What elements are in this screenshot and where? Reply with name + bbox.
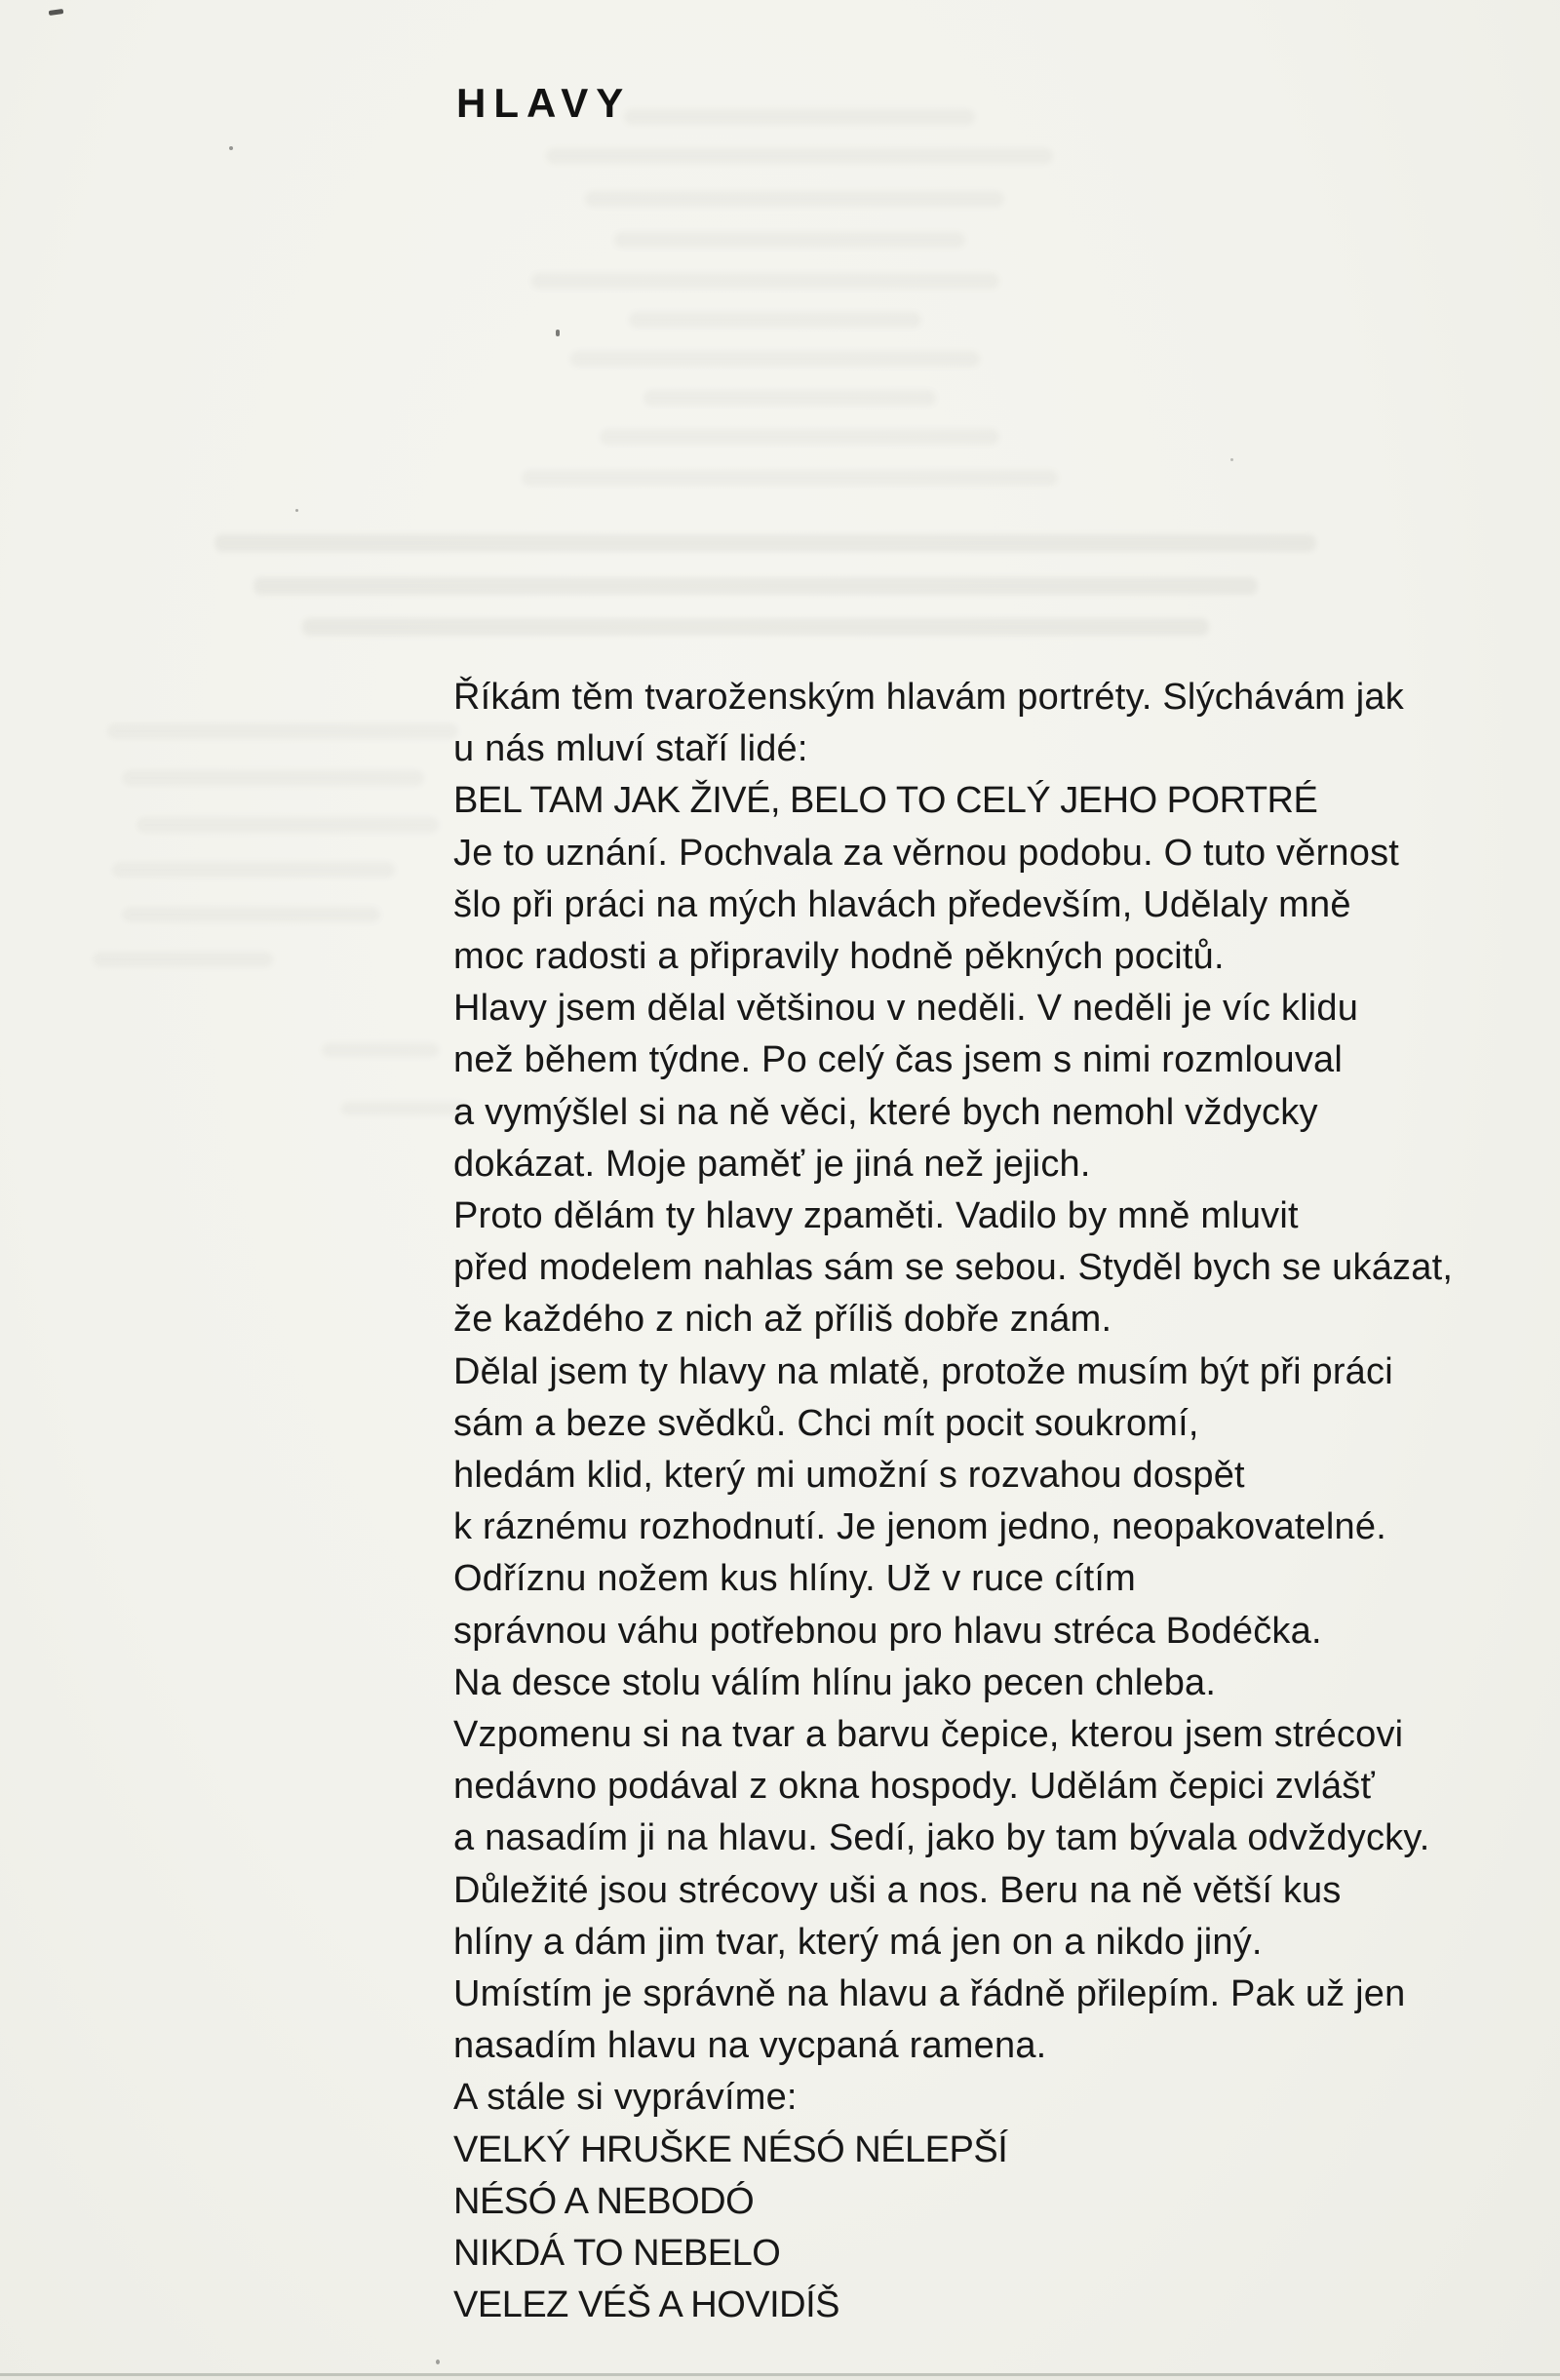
text-line: Říkám těm tvaroženským hlavám portréty. Slýchávám jak bbox=[453, 677, 1404, 718]
bleed-through-line bbox=[624, 109, 975, 125]
bleed-through-line bbox=[107, 723, 458, 739]
bleed-through-line bbox=[136, 817, 439, 833]
bleed-through-line bbox=[614, 232, 965, 248]
bleed-through-line bbox=[302, 618, 1209, 636]
paper-speck bbox=[49, 9, 64, 16]
bleed-through-line bbox=[214, 534, 1316, 552]
bleed-through-line bbox=[644, 390, 936, 406]
text-line: a vymýšlel si na ně věci, které bych nemohl vždycky bbox=[453, 1091, 1318, 1133]
text-line: Umístím je správně na hlavu a řádně přilepím. Pak už jen bbox=[453, 1973, 1406, 2015]
bleed-through-line bbox=[93, 952, 273, 967]
text-line: NIKDÁ TO NEBELO bbox=[453, 2233, 781, 2275]
text-line: VELKÝ HRUŠKE NÉSÓ NÉLEPŠÍ bbox=[453, 2128, 1008, 2170]
text-line: moc radosti a připravily hodně pěkných pocitů. bbox=[453, 936, 1225, 978]
text-line: Proto dělám ty hlavy zpaměti. Vadilo by mně mluvit bbox=[453, 1195, 1299, 1237]
bleed-through-line bbox=[570, 351, 980, 367]
bleed-through-line bbox=[629, 312, 921, 328]
text-line: že každého z nich až příliš dobře znám. bbox=[453, 1299, 1112, 1341]
text-line: NÉSÓ A NEBODÓ bbox=[453, 2180, 755, 2222]
bleed-through-line bbox=[254, 577, 1258, 595]
text-line: A stále si vyprávíme: bbox=[453, 2077, 798, 2119]
text-line: šlo při práci na mých hlavách především, Udělaly mně bbox=[453, 883, 1351, 925]
text-line: hlíny a dám jim tvar, který má jen on a nikdo jiný. bbox=[453, 1921, 1263, 1963]
text-line: Je to uznání. Pochvala za věrnou podobu. O tuto věrnost bbox=[453, 832, 1400, 874]
paper-speck bbox=[1230, 458, 1233, 461]
bleed-through-line bbox=[322, 1043, 439, 1057]
text-line: u nás mluví staří lidé: bbox=[453, 728, 808, 770]
text-line: dokázat. Moje paměť je jiná než jejich. bbox=[453, 1143, 1091, 1185]
text-line: Důležité jsou strécovy uši a nos. Beru na ně větší kus bbox=[453, 1869, 1342, 1911]
bleed-through-line bbox=[122, 770, 424, 786]
text-line: Hlavy jsem dělal většinou v neděli. V neděli je víc klidu bbox=[453, 988, 1359, 1030]
text-line: hledám klid, který mi umožní s rozvahou dospět bbox=[453, 1455, 1245, 1497]
paper-speck bbox=[229, 146, 233, 150]
bleed-through-line bbox=[546, 148, 1053, 164]
bleed-through-line bbox=[122, 907, 380, 922]
text-line: správnou váhu potřebnou pro hlavu stréca Bodéčka. bbox=[453, 1610, 1322, 1652]
scan-bottom-margin bbox=[0, 2376, 1560, 2380]
bleed-through-line bbox=[341, 1102, 468, 1115]
text-line: Vzpomenu si na tvar a barvu čepice, kterou jsem strécovi bbox=[453, 1714, 1404, 1756]
text-line: Na desce stolu válím hlínu jako pecen chleba. bbox=[453, 1661, 1217, 1703]
bleed-through-line bbox=[531, 273, 999, 289]
bleed-through-line bbox=[112, 862, 395, 878]
paper-speck bbox=[436, 2360, 440, 2364]
page-title: HLAVY bbox=[456, 80, 632, 126]
text-line: Odříznu nožem kus hlíny. Už v ruce cítím bbox=[453, 1558, 1136, 1600]
paper-speck bbox=[556, 330, 560, 336]
text-line: VELEZ VÉŠ A HOVIDÍŠ bbox=[453, 2284, 839, 2326]
bleed-through-line bbox=[600, 429, 999, 445]
text-line: před modelem nahlas sám se sebou. Styděl bych se ukázat, bbox=[453, 1247, 1454, 1289]
text-line: k ráznému rozhodnutí. Je jenom jedno, neopakovatelné. bbox=[453, 1506, 1386, 1548]
body-text bbox=[453, 672, 1502, 2332]
text-line: než během týdne. Po celý čas jsem s nimi rozmlouval bbox=[453, 1039, 1344, 1081]
bleed-through-line bbox=[585, 191, 1004, 207]
text-line: a nasadím ji na hlavu. Sedí, jako by tam bývala odvždycky. bbox=[453, 1817, 1430, 1859]
text-line: BEL TAM JAK ŽIVÉ, BELO TO CELÝ JEHO PORTRÉ bbox=[453, 780, 1318, 822]
text-line: sám a beze svědků. Chci mít pocit soukromí, bbox=[453, 1402, 1199, 1444]
text-line: nasadím hlavu na vycpaná ramena. bbox=[453, 2025, 1047, 2067]
text-line: Dělal jsem ty hlavy na mlatě, protože musím být při práci bbox=[453, 1350, 1393, 1392]
bleed-through-line bbox=[522, 470, 1058, 486]
paper-speck bbox=[295, 509, 298, 512]
text-line: nedávno podával z okna hospody. Udělám čepici zvlášť bbox=[453, 1766, 1375, 1808]
